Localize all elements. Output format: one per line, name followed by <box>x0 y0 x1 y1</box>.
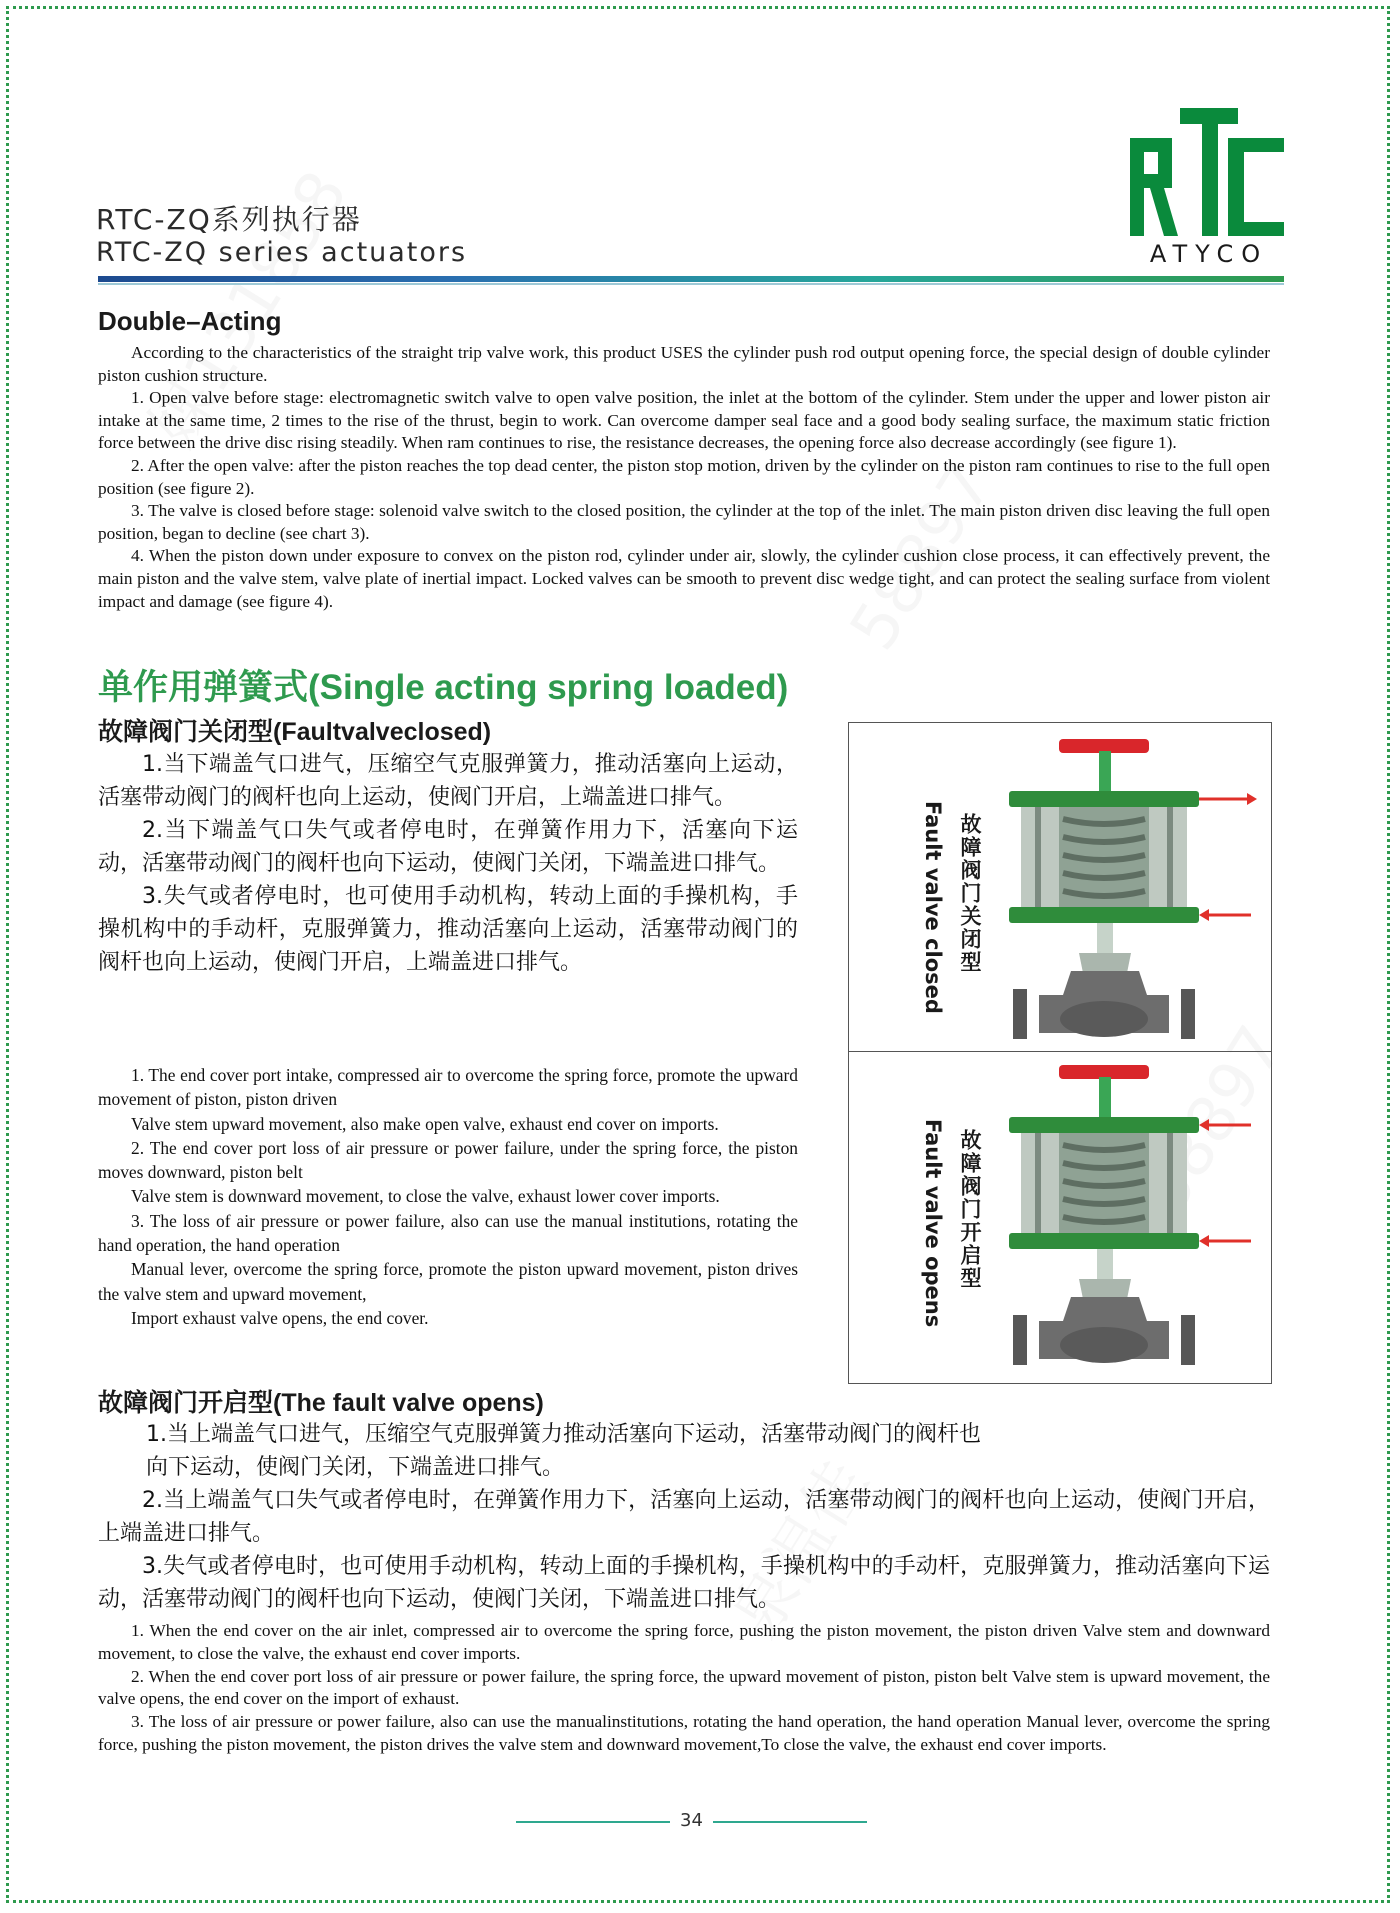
paragraph: 1. The end cover port intake, compressed air to overcome the spring force, promote the upward movement of piston, piston driven <box>98 1065 798 1110</box>
header-rule-thin <box>98 283 1284 285</box>
paragraph: 3. The valve is closed before stage: solenoid valve switch to the closed position, the cylinder at the top of the inlet. The main piston driven disc leaving the full open position, began to decline (see chart 3). <box>98 501 1270 543</box>
figure-fault-opens <box>849 1053 1271 1381</box>
paragraph: According to the characteristics of the straight trip valve work, this product USES the cylinder push rod output opening force, the special design of double cylinder piston cushion structure. <box>98 343 1270 385</box>
double-acting-heading: Double–Acting <box>98 306 282 336</box>
paragraph: 1. Open valve before stage: electromagnetic switch valve to open valve position, the inlet at the bottom of the cylinder. Stem under the upper and lower piston air intake at the same time, 2 times to the rise of the thrust, begin to work. Can overcome damper seal face and a good body sealing surface, the maximum static friction force between the drive disc rising steadily. When ram continues to rise, the resistance decreases, the opening force also decrease accordingly (see figure 1). <box>98 388 1270 453</box>
figure-fault-closed <box>849 723 1271 1051</box>
fault-closed-en-text <box>98 1063 798 1330</box>
paragraph: 2. When the end cover port loss of air pressure or power failure, the spring force, the upward movement of piston, piston belt Valve stem is upward movement, the valve opens, the end cover on the import of exhaust. <box>98 1666 1270 1709</box>
paragraph: 2. The end cover port loss of air pressure or power failure, under the spring force, the piston moves downward, piston belt <box>98 1137 798 1183</box>
fault-opens-heading: 故障阀门开启型(The fault valve opens) <box>98 1389 544 1417</box>
valve-actuator-illustration <box>999 1059 1259 1373</box>
double-acting-body <box>98 342 1270 613</box>
paragraph: Valve stem upward movement, also make open valve, exhaust end cover on imports. <box>131 1113 719 1134</box>
paragraph: 1. When the end cover on the air inlet, compressed air to overcome the spring force, pushing the piston movement, the piston driven Valve stem and downward movement, to close the valve, the exhaust end cover imports. <box>98 1621 1270 1663</box>
valve-figure-box <box>848 722 1272 1384</box>
single-acting-heading: 单作用弹簧式(Single acting spring loaded) <box>98 668 789 707</box>
paragraph: Import exhaust valve opens, the end cover. <box>131 1307 429 1328</box>
header-title-cn: RTC-ZQ系列执行器 <box>96 203 362 236</box>
paragraph: 3. The loss of air pressure or power failure, also can use the manual institutions, rotating the hand operation, the hand operation <box>98 1210 798 1256</box>
header-rule <box>98 276 1284 282</box>
figure-label-en: Fault valve closed <box>921 801 945 1014</box>
paragraph: 向下运动，使阀门关闭，下端盖进口排气。 <box>146 1455 565 1480</box>
paragraph: 2.当下端盖气口失气或者停电时，在弹簧作用力下，活塞向下运动，活塞带动阀门的阀杆也向下运动，使阀门关闭，下端盖进口排气。 <box>98 818 798 876</box>
paragraph: Manual lever, overcome the spring force, promote the piston upward movement, piston drives the valve stem and upward movement, <box>98 1259 798 1304</box>
valve-actuator-illustration <box>999 733 1259 1043</box>
footer-rule-left <box>516 1821 670 1823</box>
paragraph: 3.失气或者停电时，也可使用手动机构，转动上面的手操机构，手操机构中的手动杆，克服弹簧力，推动活塞向下运动，活塞带动阀门的阀杆也向下运动，使阀门关闭，下端盖进口排气。 <box>98 1554 1270 1612</box>
paragraph: 3. The loss of air pressure or power failure, also can use the manualinstitutions, rotating the hand operation, the hand operation Manual lever, overcome the spring force, pushing the piston movement, the piston drives the valve stem and downward movement,To close the valve, the exhaust end cover imports. <box>98 1712 1270 1754</box>
footer-rule-right <box>713 1821 867 1823</box>
logo-subtext: ATYCO <box>1149 240 1269 268</box>
fault-opens-cn-text <box>98 1418 1270 1616</box>
figure-label-cn: 故障阀门开启型 <box>958 1129 982 1290</box>
header-title-en: RTC-ZQ series actuators <box>96 237 468 268</box>
page-number: 34 <box>680 1810 703 1831</box>
figure-divider <box>849 1051 1271 1052</box>
fault-opens-en-text <box>98 1620 1270 1757</box>
paragraph: 2. After the open valve: after the piston reaches the top dead center, the piston stop motion, driven by the cylinder on the piston ram continues to rise to the full open position (see figure 2). <box>98 455 1270 498</box>
paragraph: 3.失气或者停电时，也可使用手动机构，转动上面的手操机构，手操机构中的手动杆，克服弹簧力，推动活塞向上运动，活塞带动阀门的阀杆也向上运动，使阀门开启，上端盖进口排气。 <box>98 884 798 975</box>
figure-label-en: Fault valve opens <box>921 1119 945 1328</box>
paragraph: Valve stem is downward movement, to close the valve, exhaust lower cover imports. <box>131 1186 720 1207</box>
fault-closed-cn-text <box>98 748 798 979</box>
paragraph: 1.当下端盖气口进气，压缩空气克服弹簧力，推动活塞向上运动，活塞带动阀门的阀杆也向上运动，使阀门开启，上端盖进口排气。 <box>98 752 798 810</box>
figure-label-cn: 故障阀门关闭型 <box>958 813 982 974</box>
paragraph: 2.当上端盖气口失气或者停电时，在弹簧作用力下，活塞向上运动，活塞带动阀门的阀杆也向上运动，使阀门开启，上端盖进口排气。 <box>98 1488 1270 1546</box>
paragraph: 4. When the piston down under exposure to convex on the piston rod, cylinder under air, slowly, the cylinder cushion close process, it can effectively prevent, the main piston and the valve stem, valve plate of inertial impact. Locked valves can be smooth to prevent disc wedge tight, and can protect the sealing surface from violent impact and damage (see figure 4). <box>98 546 1270 611</box>
paragraph: 1.当上端盖气口进气，压缩空气克服弹簧力推动活塞向下运动，活塞带动阀门的阀杆也 <box>146 1422 981 1447</box>
fault-closed-heading: 故障阀门关闭型(Faultvalveclosed) <box>98 718 492 746</box>
